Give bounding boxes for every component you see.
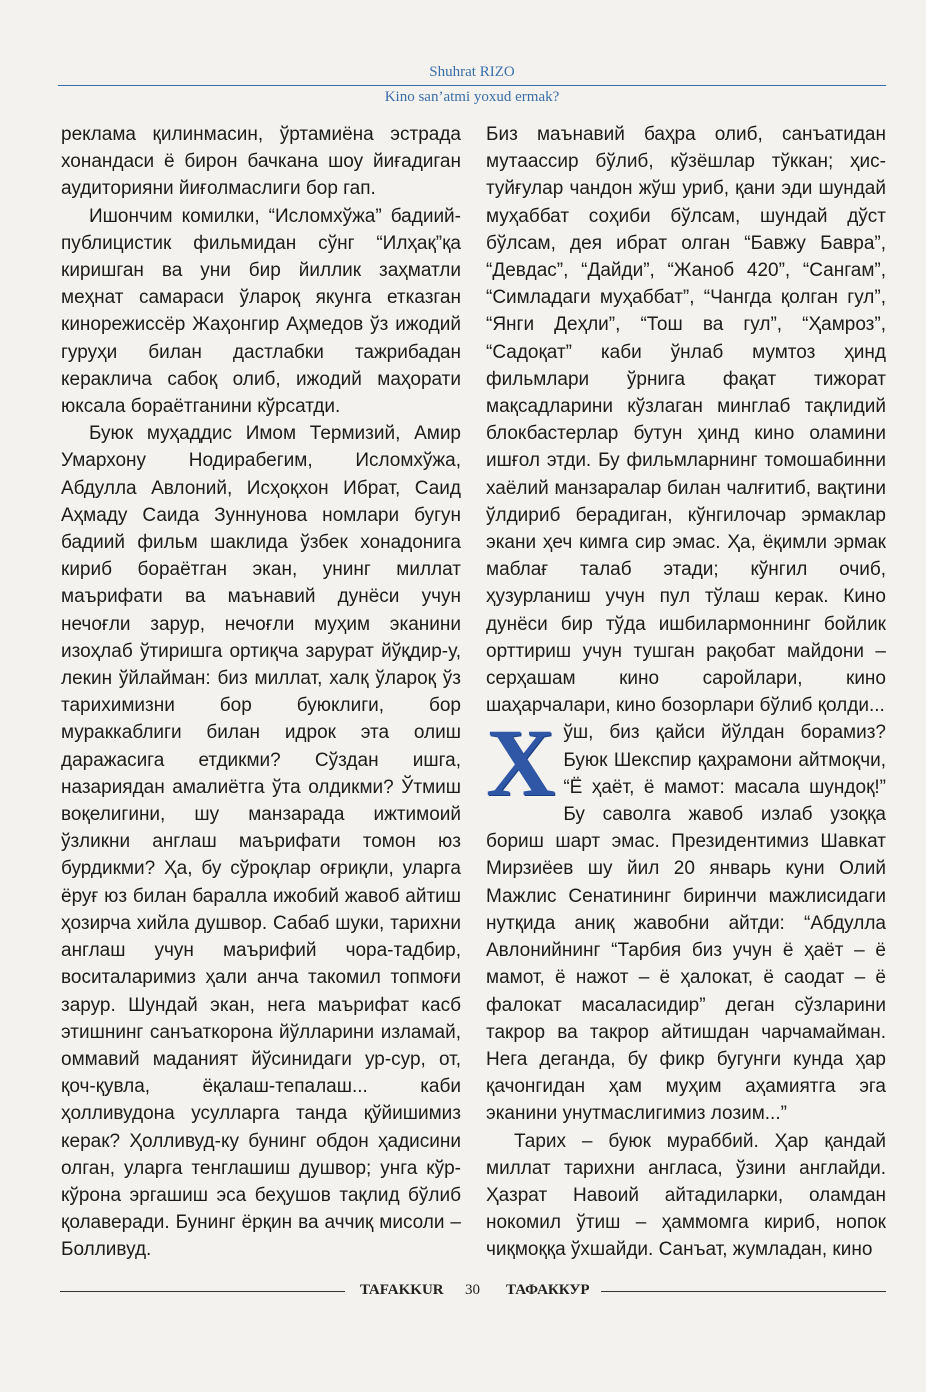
right-column (486, 121, 886, 1264)
magazine-name-latin: TAFAKKUR (360, 1282, 444, 1298)
page-footer (60, 1276, 886, 1306)
header-divider (58, 85, 886, 86)
running-header (58, 62, 886, 107)
paragraph: ўш, биз қайси йўлдан борамиз? Буюк Шекспир қаҳрамони айтмоқчи, “Ё ҳаёт, ё мамот: масала шундоқ!” Бу саволга жавоб излаб узоққа бориш шарт эмас. Президентимиз Шавкат Мирзиёев шу йил 20 январь куни Олий Мажлис Сенатининг биринчи мажлисидаги нутқида аниқ жавобни айтди: “Абдулла Авлонийнинг “Тарбия биз учун ё ҳаёт – ё мамот, ё нажот – ё ҳалокат, ё саодат – ё фалокат масаласидир” деган сўзларини такрор ва такрор айтишдан чарчамайман. Нега деганда, бу фикр бугунги кунда ҳар қачонгидан ҳам муҳим аҳамиятга эга эканини унутмаслигимиз лозим...” (486, 722, 886, 1125)
paragraph: Тарих – буюк мураббий. Ҳар қандай миллат тарихни англаса, ўзини англайди. Ҳазрат Навоий айтадиларки, оламдан нокомил ўтиш – ҳаммомга кириб, нопок чиқмоққа ўхшайди. Санъат, жумладан, кино (486, 1130, 886, 1261)
dropcap-paragraph (486, 709, 886, 1127)
author-name: Shuhrat RIZO (429, 64, 515, 80)
paragraph: Ишончим комилки, “Исломхўжа” бадиий-публицистик фильмидан сўнг “Илҳақ”қа киришган ва уни бир йиллик заҳматли меҳнат самараси ўлароқ якунга етказган кинорежиссёр Жаҳонгир Аҳмедов ўз ижодий гуруҳи билан дастлабки тажрибадан кераклича сабоқ олиб, ижодий маҳорати юксала бораётганини кўрсатди. (61, 205, 461, 418)
paragraph: Биз маънавий баҳра олиб, санъатидан мутаассир бўлиб, кўзёшлар тўккан; ҳис-туйғулар чандон жўш уриб, қани эди шундай муҳаббат соҳиби бўлсам, шундай дўст бўлсам, дея ибрат олган “Бавжу Бавра”, “Девдас”, “Дайди”, “Жаноб 420”, “Сангам”, “Симладаги муҳаббат”, “Чангда қолган гул”, “Янги Деҳли”, “Тош ва гул”, “Ҳамроз”, “Садоқат” каби ўнлаб мумтоз ҳинд фильмлари ўрнига фақат тижорат мақсадларини кўзлаган минглаб тақлидий блокбастерлар бутун ҳинд кино оламини ишғол этди. Бу фильмларнинг томошабинни хаёлий манзаралар билан чалғитиб, вақтини ўлдириб берадиган, кўнгилочар эрмаклар экани ҳеч кимга сир эмас. Ҳа, ёқимли эрмак маблағ талаб этади; кўнгил очиб, ҳузурланиш учун пул тўлаш керак. Кино дунёси бир тўда ишбилармоннинг бойлик орттириш учун тушган рақобат майдони – серҳашам кино саройлари, кино шаҳарчалари, кино бозорлари бўлиб қолди... (486, 124, 886, 717)
drop-cap-letter: Х (486, 709, 556, 817)
left-column (61, 121, 461, 1264)
magazine-name-cyrillic: ТАФАККУР (506, 1282, 590, 1298)
paragraph: реклама қилинмасин, ўртамиёна эстрада хонандаси ё бирон бачкана шоу йиғадиган аудиторияни йиғолмаслиги бор гап. (61, 124, 461, 200)
footer-rule-left (60, 1291, 345, 1292)
footer-rule-right (601, 1291, 886, 1292)
article-title: Kino san’atmi yoxud ermak? (384, 89, 560, 105)
page-number: 30 (465, 1282, 480, 1298)
paragraph: Буюк муҳаддис Имом Термизий, Амир Умархону Нодирабегим, Исломхўжа, Абдулла Авлоний, Исҳоқхон Ибрат, Саид Аҳмаду Саида Зуннунова номлари бугун бадиий фильм шаклида ўзбек хонадонига кириб бораётган экан, унинг миллат маърифати ва маънавий дунёси учун нечоғли зарур, нечоғли муҳим эканини изоҳлаб ўтиришга ортиқча зарурат йўқдир-у, лекин ўйлайман: биз миллат, халқ ўлароқ ўз тарихимизни бор буюклиги, бор мураккаблиги билан идрок эта олиш даражасига етдикми? Сўздан ишга, назариядан амалиётга ўта олдикми? Ўтмиш воқелигини, шу манзарада ижтимоий ўзликни англаш маърифати томон юз бурдикми? Ҳа, бу сўроқлар оғриқли, уларга ёруғ юз билан баралла ижобий жавоб айтиш ҳозирча хийла душвор. Сабаб шуки, тарихни англаш учун маърифий чора-тадбир, воситаларимиз ҳали анча такомил топмоғи зарур. Шундай экан, нега маърифат касб этишнинг санъаткорона йўлларини изламай, оммавий маданият йўсинидаги ур-сур, от, қоч-қувла, ёқалаш-тепалаш... каби ҳолливудона усулларга танда қўйишимиз керак? Ҳолливуд-ку бунинг обдон ҳадисини олган, уларга тенглашиш душвор; унга кўр-кўрона эргашиш эса беҳушов тақлид бўлиб қолаверади. Бунинг ёрқин ва аччиқ мисоли – Болливуд. (61, 423, 461, 1261)
